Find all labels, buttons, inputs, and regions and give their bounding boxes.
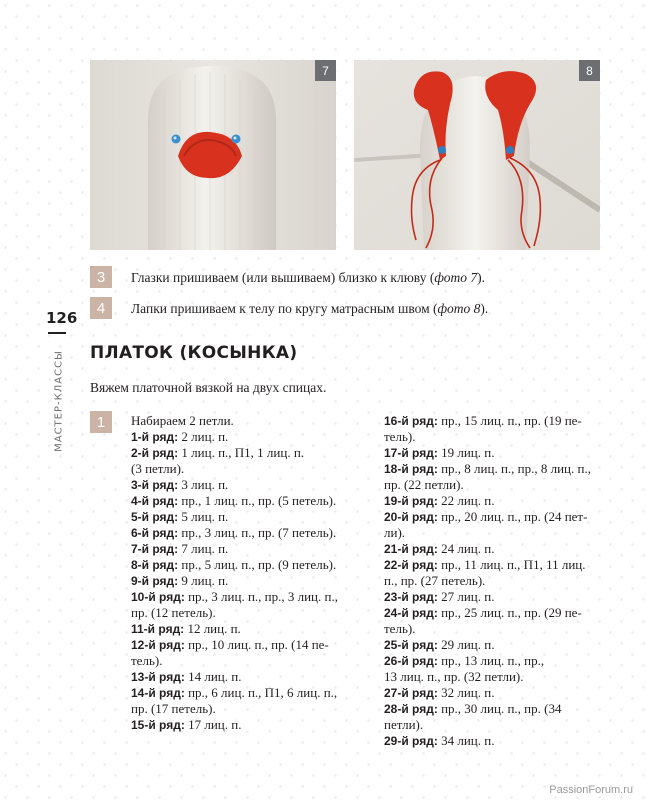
pattern-row (131, 701, 353, 717)
pattern-row (384, 461, 602, 477)
row-label: 12-й ряд: (131, 638, 185, 652)
step-text-body: Глазки пришиваем (или вышиваем) близко к клюву ( (131, 270, 435, 285)
pattern-row (384, 525, 602, 541)
row-instruction: 13 лиц. п., пр. (32 петли). (384, 669, 524, 684)
section-label-vertical: МАСТЕР-КЛАССЫ (53, 350, 65, 452)
row-instruction: пр., 20 лиц. п., пр. (24 пет- (437, 509, 588, 524)
pattern-row (384, 429, 602, 445)
pattern-row (384, 589, 602, 605)
row-list-right (384, 413, 602, 749)
section-heading: ПЛАТОК (КОСЫНКА) (90, 343, 298, 363)
row-instruction: (3 петли). (131, 461, 185, 476)
row-instruction: 34 лиц. п. (437, 733, 495, 748)
pattern-row (131, 605, 353, 621)
pattern-row (384, 413, 602, 429)
photo-8 (354, 60, 600, 250)
pattern-row (131, 621, 353, 637)
row-instruction: пр., 10 лиц. п., пр. (14 пе- (184, 637, 329, 652)
row-label: 27-й ряд: (384, 686, 438, 700)
pattern-row (131, 525, 353, 541)
row-label: 7-й ряд: (131, 542, 179, 556)
page-number: 126 (46, 309, 78, 327)
photo-8-image (354, 60, 600, 250)
row-instruction: 2 лиц. п. (178, 429, 229, 444)
page-number-rule (48, 332, 66, 334)
step-text (131, 297, 488, 317)
photo-number-badge: 8 (579, 60, 600, 81)
row-instruction: 5 лиц. п. (178, 509, 229, 524)
row-instruction: пр., 3 лиц. п., пр. (7 петель). (178, 525, 337, 540)
pattern-row (131, 541, 353, 557)
row-label: 1-й ряд: (131, 430, 179, 444)
row-label: 25-й ряд: (384, 638, 438, 652)
row-instruction: пр., 6 лиц. п., П1, 6 лиц. п., (184, 685, 338, 700)
pattern-row (131, 573, 353, 589)
step-3 (90, 266, 485, 288)
row-instruction: пр., 8 лиц. п., пр., 8 лиц. п., (437, 461, 591, 476)
row-label: 13-й ряд: (131, 670, 185, 684)
pattern-row (131, 493, 353, 509)
row-instruction: 12 лиц. п. (184, 621, 241, 636)
pattern-row (131, 445, 353, 461)
row-label: 11-й ряд: (131, 622, 185, 636)
row-instruction: 32 лиц. п. (437, 685, 495, 700)
rows-column-left (131, 413, 353, 733)
pattern-row (384, 637, 602, 653)
step-text (131, 266, 485, 286)
row-label: 9-й ряд: (131, 574, 179, 588)
pattern-row (384, 509, 602, 525)
row-instruction: 17 лиц. п. (184, 717, 242, 732)
row-label: 16-й ряд: (384, 414, 438, 428)
pattern-row (384, 685, 602, 701)
photo-reference: фото 8 (437, 301, 481, 316)
pattern-row (384, 557, 602, 573)
row-label: 8-й ряд: (131, 558, 179, 572)
step-4 (90, 297, 488, 319)
photo-7-image (90, 60, 336, 250)
pattern-row (131, 509, 353, 525)
row-instruction: 14 лиц. п. (184, 669, 242, 684)
row-label: 23-й ряд: (384, 590, 438, 604)
row-instruction: 19 лиц. п. (437, 445, 495, 460)
pattern-row (384, 621, 602, 637)
row-label: 28-й ряд: (384, 702, 438, 716)
row-instruction: пр., 25 лиц. п., пр. (29 пе- (437, 605, 582, 620)
photo-7 (90, 60, 336, 250)
row-instruction: 1 лиц. п., П1, 1 лиц. п. (178, 445, 305, 460)
pattern-row (384, 445, 602, 461)
pattern-row (384, 733, 602, 749)
pattern-row (131, 461, 353, 477)
pattern-row (131, 477, 353, 493)
row-label: 5-й ряд: (131, 510, 179, 524)
row-list-left (131, 429, 353, 733)
row-label: 3-й ряд: (131, 478, 179, 492)
row-instruction: ли). (384, 525, 406, 540)
pattern-row (384, 573, 602, 589)
row-instruction: 29 лиц. п. (437, 637, 495, 652)
step-text-tail: ). (477, 270, 485, 285)
step-number-badge: 1 (90, 411, 112, 433)
row-instruction: 24 лиц. п. (437, 541, 495, 556)
row-instruction: пр., 5 лиц. п., пр. (9 петель). (178, 557, 337, 572)
row-instruction: пр., 11 лиц. п., П1, 11 лиц. (437, 557, 586, 572)
row-instruction: тель). (131, 653, 163, 668)
pattern-row (131, 717, 353, 733)
row-instruction: 22 лиц. п. (437, 493, 495, 508)
row-label: 26-й ряд: (384, 654, 438, 668)
row-label: 19-й ряд: (384, 494, 438, 508)
intro-text: Вяжем платочной вязкой на двух спицах. (90, 380, 327, 395)
step-number-badge: 3 (90, 266, 112, 288)
row-instruction: 9 лиц. п. (178, 573, 229, 588)
pattern-row (384, 477, 602, 493)
photo-number-badge: 7 (315, 60, 336, 81)
row-instruction: тель). (384, 621, 416, 636)
photo-reference: фото 7 (434, 270, 478, 285)
row-instruction: пр., 13 лиц. п., пр., (437, 653, 545, 668)
row-label: 29-й ряд: (384, 734, 438, 748)
row-label: 21-й ряд: (384, 542, 438, 556)
row-instruction: пр., 3 лиц. п., пр., 3 лиц. п., (184, 589, 338, 604)
pattern-row (384, 669, 602, 685)
pattern-row (384, 541, 602, 557)
step-text-body: Лапки пришиваем к телу по кругу матрасным швом ( (131, 301, 438, 316)
row-label: 10-й ряд: (131, 590, 185, 604)
pattern-row (131, 557, 353, 573)
pattern-row (131, 589, 353, 605)
row-instruction: пр., 30 лиц. п., пр. (34 петли). (384, 701, 562, 732)
step-text-tail: ). (480, 301, 489, 316)
pattern-row (131, 637, 353, 653)
row-instruction: пр., 1 лиц. п., пр. (5 петель). (178, 493, 337, 508)
row-instruction: пр. (17 петель). (131, 701, 216, 716)
row-label: 2-й ряд: (131, 446, 179, 460)
row-label: 20-й ряд: (384, 510, 438, 524)
row-instruction: п., пр. (27 петель). (384, 573, 486, 588)
row-label: 6-й ряд: (131, 526, 179, 540)
row-instruction: 7 лиц. п. (178, 541, 229, 556)
row-instruction: тель). (384, 429, 416, 444)
row-label: 24-й ряд: (384, 606, 438, 620)
row-label: 17-й ряд: (384, 446, 438, 460)
row-instruction: пр., 15 лиц. п., пр. (19 пе- (437, 413, 582, 428)
row-label: 22-й ряд: (384, 558, 438, 572)
pattern-row (384, 653, 602, 669)
row-instruction: пр. (12 петель). (131, 605, 216, 620)
pattern-row (131, 685, 353, 701)
watermark: PassionForum.ru (549, 784, 633, 796)
pattern-row (384, 493, 602, 509)
pattern-row (384, 701, 602, 733)
pattern-row (384, 605, 602, 621)
pattern-row (131, 669, 353, 685)
row-label: 14-й ряд: (131, 686, 185, 700)
row-label: 15-й ряд: (131, 718, 185, 732)
row-label: 4-й ряд: (131, 494, 179, 508)
row-instruction: 3 лиц. п. (178, 477, 229, 492)
pattern-row (131, 653, 353, 669)
row-instruction: пр. (22 петли). (384, 477, 464, 492)
step-lead-text: Набираем 2 петли. (131, 413, 234, 428)
row-label: 18-й ряд: (384, 462, 438, 476)
step-number-badge: 4 (90, 297, 112, 319)
pattern-row (131, 429, 353, 445)
row-instruction: 27 лиц. п. (437, 589, 495, 604)
rows-column-right (384, 413, 602, 749)
